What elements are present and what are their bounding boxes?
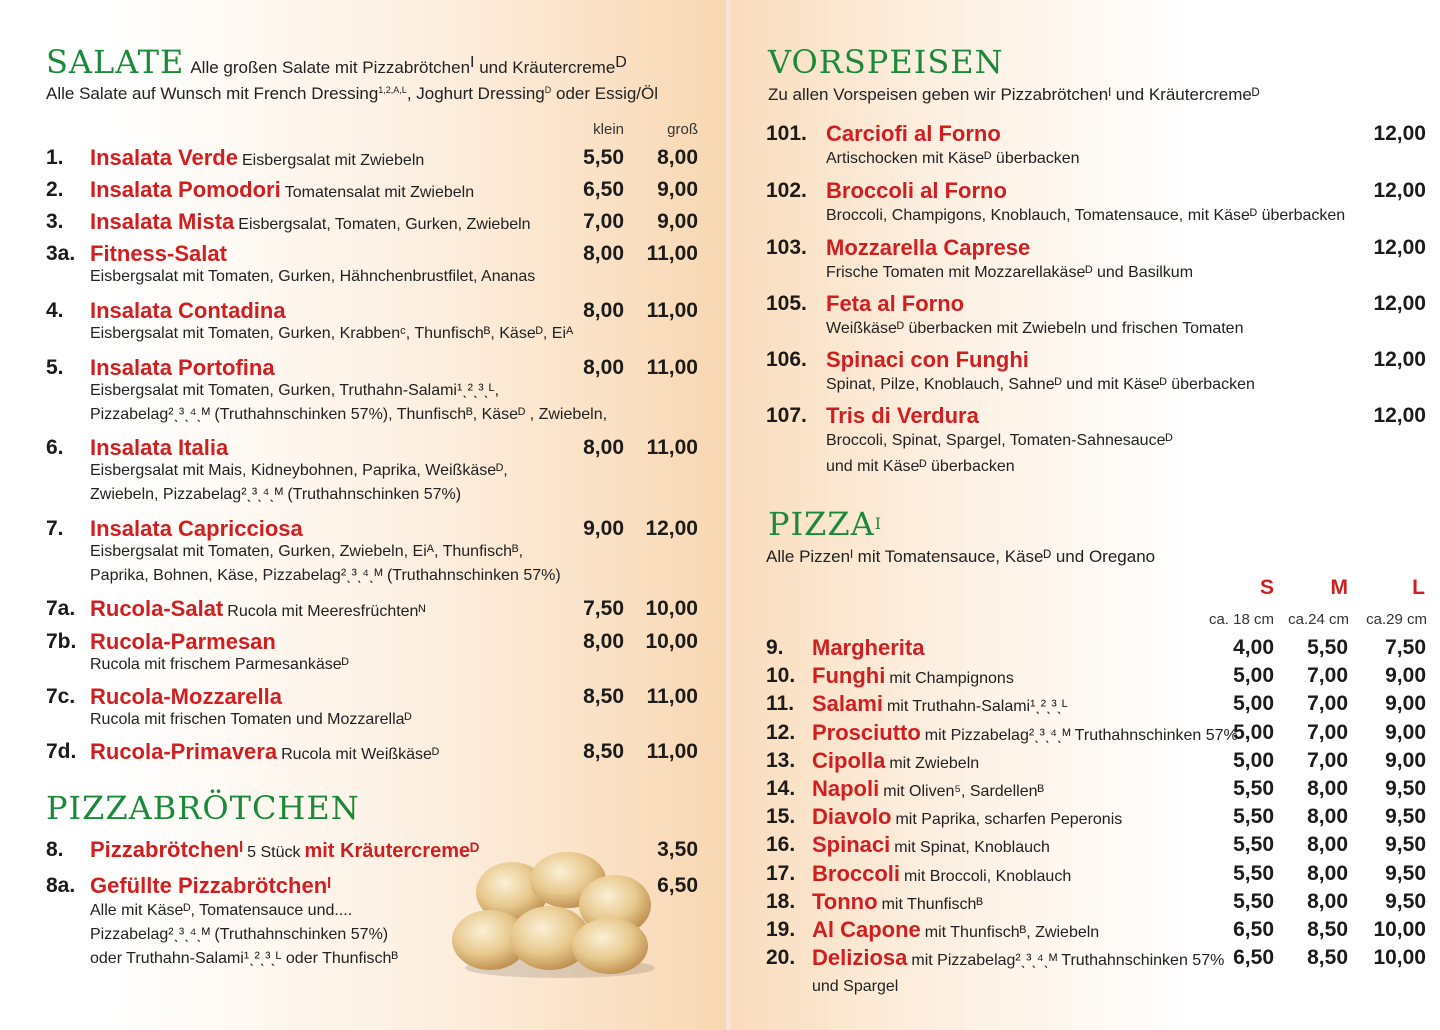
item-number: 102. xyxy=(766,179,807,202)
item-desc: Alle mit Käseᴰ, Tomatensauce und.... xyxy=(90,902,353,919)
pizza-title: $PIZZA^I$ xyxy=(768,505,883,543)
item-name: Rucola-Primavera xyxy=(90,739,278,764)
price-l: 10,00 xyxy=(1373,918,1426,941)
item-name: Feta al Forno xyxy=(826,291,965,316)
item-name: Rucola-Mozzarella xyxy=(90,684,282,709)
item-inline-desc: Rucola mit Meeresfrüchtenᴺ xyxy=(227,603,426,620)
salate-note: Alle großen Salate mit Pizzabrötchen$^I$ und Kräutercreme$^D$ xyxy=(190,54,627,77)
price: 12,00 xyxy=(1373,236,1426,259)
item-name: Insalata Portofina xyxy=(90,355,275,380)
item-number: 2. xyxy=(46,178,64,201)
item-inline-desc: mit Truthahn-Salami¹ˎ²ˎ³ˎᴸ xyxy=(886,698,1068,715)
item-name: Margherita xyxy=(812,635,925,660)
item-inline-desc: Rucola mit Weißkäseᴰ xyxy=(281,746,440,763)
item-number: 7. xyxy=(46,517,64,540)
item-desc: Eisbergsalat mit Tomaten, Gurken, Truthahn-Salami¹ˎ²ˎ³ˎᴸ, xyxy=(90,382,500,399)
price-small: 8,00 xyxy=(583,630,624,653)
price-m: 8,50 xyxy=(1307,946,1348,969)
item-inline-desc: Eisbergsalat, Tomaten, Gurken, Zwiebeln xyxy=(238,216,531,233)
salate-dressing-note: Alle Salate auf Wunsch mit French Dressing$^{1,2,A,L}$, Joghurt Dressing$^D$ oder Essig/Öl xyxy=(46,84,659,103)
item-inline-red: mit Kräutercremeᴰ xyxy=(304,840,480,862)
price-small: 7,50 xyxy=(583,597,624,620)
item-desc: Eisbergsalat mit Tomaten, Gurken, Krabbenᶜ, Thunfischᴮ, Käseᴰ, Eiᴬ xyxy=(90,325,574,342)
item-name: Cipolla xyxy=(812,748,886,773)
price-s: 5,00 xyxy=(1233,664,1274,687)
price-l: 9,00 xyxy=(1385,664,1426,687)
pizza-item xyxy=(766,774,1428,804)
price-m: 7,00 xyxy=(1307,721,1348,744)
pizza-20-desc-cont: und Spargel xyxy=(812,978,899,995)
item-number: 6. xyxy=(46,436,64,459)
salad-item xyxy=(46,682,706,728)
price-s: 5,00 xyxy=(1233,721,1274,744)
item-number: 14. xyxy=(766,777,796,800)
item-number: 3a. xyxy=(46,242,76,265)
item-title-line xyxy=(90,175,474,208)
item-title-line xyxy=(90,207,531,240)
item-name: Pizzabrötchenᴵ xyxy=(90,837,244,862)
item-number: 103. xyxy=(766,236,807,259)
item-inline-desc: mit Thunfischᴮ xyxy=(881,896,984,913)
item-title-line xyxy=(90,594,425,627)
price-small: 5,50 xyxy=(583,146,624,169)
price: 12,00 xyxy=(1373,292,1426,315)
price-m: 8,00 xyxy=(1307,777,1348,800)
size-header-l: L xyxy=(1412,576,1425,599)
salad-item xyxy=(46,627,706,673)
right-page xyxy=(730,0,1440,1030)
item-name: Gefüllte Pizzabrötchenᴵ xyxy=(90,873,332,898)
price-small: 8,00 xyxy=(583,242,624,265)
pizza-item xyxy=(766,915,1428,945)
price-large: 11,00 xyxy=(646,685,698,708)
item-title-line xyxy=(90,835,479,868)
salad-item xyxy=(46,239,706,285)
price-large: 11,00 xyxy=(646,356,698,379)
item-inline-desc: mit Pizzabelag²ˎ³ˎ⁴ˎᴹ Truthahnschinken 57% xyxy=(911,952,1225,969)
salad-item xyxy=(46,514,706,584)
salate-title: SALATE Alle großen Salate mit Pizzabrötchen$^I$ und Kräutercreme$^D$ xyxy=(46,43,627,81)
item-desc: Weißkäseᴰ überbacken mit Zwiebeln und frischen Tomaten xyxy=(826,320,1244,337)
item-desc: Paprika, Bohnen, Käse, Pizzabelag²ˎ³ˎ⁴ˎᴹ (Truthahnschinken 57%) xyxy=(90,567,561,584)
salad-item xyxy=(46,594,706,624)
price-l: 9,00 xyxy=(1385,692,1426,715)
vorspeise-item xyxy=(766,345,1426,393)
item-number: 107. xyxy=(766,404,807,427)
item-number: 13. xyxy=(766,749,796,772)
price-large: 11,00 xyxy=(646,242,698,265)
price-small: 9,00 xyxy=(583,517,624,540)
col-header-small: klein xyxy=(593,121,624,138)
salad-item xyxy=(46,296,706,342)
price-l: 9,50 xyxy=(1385,833,1426,856)
price-small: 8,50 xyxy=(583,685,624,708)
pizza-item xyxy=(766,718,1428,748)
item-inline-desc: mit Broccoli, Knoblauch xyxy=(904,868,1072,885)
item-inline-desc: mit Spinat, Knoblauch xyxy=(894,839,1050,856)
price-s: 5,00 xyxy=(1233,749,1274,772)
price-s: 5,50 xyxy=(1233,777,1274,800)
price-large: 8,00 xyxy=(657,146,698,169)
price-s: 6,50 xyxy=(1233,946,1274,969)
price-s: 5,50 xyxy=(1233,833,1274,856)
item-name: Broccoli xyxy=(812,861,901,886)
pizza-item xyxy=(766,830,1428,860)
item-inline-desc: mit Champignons xyxy=(889,670,1014,687)
salad-item xyxy=(46,207,706,237)
item-name: Prosciutto xyxy=(812,720,921,745)
salad-item xyxy=(46,737,706,767)
item-inline-desc: Tomatensalat mit Zwiebeln xyxy=(284,184,475,201)
item-name: Fitness-Salat xyxy=(90,241,227,266)
pizzabroetchen-title: PIZZABRÖTCHEN xyxy=(46,789,360,827)
item-number: 4. xyxy=(46,299,64,322)
item-name: Insalata Contadina xyxy=(90,298,286,323)
pizza-item xyxy=(766,802,1428,832)
item-desc: Eisbergsalat mit Tomaten, Gurken, Hähnchenbrustfilet, Ananas xyxy=(90,268,536,285)
item-number: 101. xyxy=(766,122,807,145)
price-large: 10,00 xyxy=(645,630,698,653)
item-desc: Rucola mit frischem Parmesankäseᴰ xyxy=(90,656,349,673)
diameter-s: ca. 18 cm xyxy=(1208,611,1274,628)
pizza-item xyxy=(766,943,1428,973)
item-desc: Frische Tomaten mit Mozzarellakäseᴰ und Basilkum xyxy=(826,264,1194,281)
item-title-line xyxy=(90,143,424,176)
price: 3,50 xyxy=(657,838,698,861)
item-name: Tonno xyxy=(812,889,878,914)
price-small: 8,00 xyxy=(583,299,624,322)
price-l: 9,50 xyxy=(1385,805,1426,828)
item-number: 18. xyxy=(766,890,796,913)
col-header-large: groß xyxy=(667,121,698,138)
item-desc: Broccoli, Spinat, Spargel, Tomaten-Sahnesauceᴰ xyxy=(826,432,1173,449)
item-number: 3. xyxy=(46,210,64,233)
price-small: 7,00 xyxy=(583,210,624,233)
item-number: 8a. xyxy=(46,874,76,897)
price-large: 11,00 xyxy=(646,299,698,322)
price-l: 9,00 xyxy=(1385,721,1426,744)
item-name: Napoli xyxy=(812,776,880,801)
size-header-m: M xyxy=(1330,576,1348,599)
item-name: Insalata Pomodori xyxy=(90,177,281,202)
price-m: 7,00 xyxy=(1307,692,1348,715)
salad-item xyxy=(46,143,706,173)
item-number: 1. xyxy=(46,146,64,169)
price-s: 4,00 xyxy=(1233,636,1274,659)
price-m: 7,00 xyxy=(1307,664,1348,687)
price: 12,00 xyxy=(1373,122,1426,145)
price-large: 9,00 xyxy=(657,178,698,201)
vorspeisen-title: VORSPEISEN xyxy=(768,43,1004,81)
item-number: 7c. xyxy=(46,685,76,708)
item-inline-desc: mit Zwiebeln xyxy=(889,755,980,772)
item-number: 20. xyxy=(766,946,796,969)
price-m: 7,00 xyxy=(1307,749,1348,772)
item-number: 7a. xyxy=(46,597,76,620)
price: 12,00 xyxy=(1373,179,1426,202)
price-l: 9,00 xyxy=(1385,749,1426,772)
item-number: 7b. xyxy=(46,630,77,653)
item-name: Rucola-Salat xyxy=(90,596,224,621)
item-name: Rucola-Parmesan xyxy=(90,629,276,654)
item-name: Carciofi al Forno xyxy=(826,121,1001,146)
vorspeise-item xyxy=(766,289,1426,337)
price: 12,00 xyxy=(1373,348,1426,371)
price-large: 11,00 xyxy=(646,740,698,763)
price-s: 6,50 xyxy=(1233,918,1274,941)
item-name: Insalata Verde xyxy=(90,145,238,170)
item-desc: Pizzabelag²ˎ³ˎ⁴ˎᴹ (Truthahnschinken 57%) xyxy=(90,926,389,943)
vorspeise-item xyxy=(766,119,1426,167)
price-s: 5,00 xyxy=(1233,692,1274,715)
item-number: 5. xyxy=(46,356,64,379)
item-number: 17. xyxy=(766,862,796,885)
item-inline-desc: 5 Stück xyxy=(247,844,301,861)
pizza-item xyxy=(766,859,1428,889)
price-m: 8,00 xyxy=(1307,833,1348,856)
diameter-m: ca.24 cm xyxy=(1288,611,1349,628)
price-m: 8,00 xyxy=(1307,890,1348,913)
item-number: 7d. xyxy=(46,740,77,763)
item-inline-desc: mit Pizzabelag²ˎ³ˎ⁴ˎᴹ Truthahnschinken 57% xyxy=(924,727,1238,744)
size-header-s: S xyxy=(1259,576,1274,599)
vorspeise-item xyxy=(766,233,1426,281)
item-name: Mozzarella Caprese xyxy=(826,235,1031,260)
item-desc: Pizzabelag²ˎ³ˎ⁴ˎᴹ (Truthahnschinken 57%), Thunfischᴮ, Käseᴰ , Zwiebeln, xyxy=(90,406,608,423)
item-number: 11. xyxy=(766,692,795,715)
price-s: 5,50 xyxy=(1233,805,1274,828)
item-name: Diavolo xyxy=(812,804,892,829)
vorspeisen-note: Zu allen Vorspeisen geben wir Pizzabrötchenᴵ und Kräutercremeᴰ xyxy=(768,85,1260,104)
price-s: 5,50 xyxy=(1233,890,1274,913)
item-title-line xyxy=(90,737,439,770)
item-number: 10. xyxy=(766,664,796,687)
price-large: 10,00 xyxy=(645,597,698,620)
item-desc: Artischocken mit Käseᴰ überbacken xyxy=(826,150,1080,167)
item-number: 106. xyxy=(766,348,807,371)
item-inline-desc: Eisbergsalat mit Zwiebeln xyxy=(241,152,425,169)
price-large: 11,00 xyxy=(646,436,698,459)
item-number: 9. xyxy=(766,636,784,659)
item-name: Spinaci con Funghi xyxy=(826,347,1029,372)
item-name: Insalata Italia xyxy=(90,435,229,460)
vorspeise-item xyxy=(766,176,1426,224)
item-number: 105. xyxy=(766,292,807,315)
item-desc: Eisbergsalat mit Tomaten, Gurken, Zwiebeln, Eiᴬ, Thunfischᴮ, xyxy=(90,543,524,560)
pizza-note: Alle Pizzenᴵ mit Tomatensauce, Käseᴰ und Oregano xyxy=(766,547,1156,566)
price: 6,50 xyxy=(657,874,698,897)
salad-item xyxy=(46,175,706,205)
item-name: Insalata Mista xyxy=(90,209,235,234)
price-small: 8,00 xyxy=(583,356,624,379)
item-inline-desc: mit Thunfischᴮ, Zwiebeln xyxy=(924,924,1100,941)
price-m: 8,00 xyxy=(1307,805,1348,828)
price-small: 8,50 xyxy=(583,740,624,763)
price-s: 5,50 xyxy=(1233,862,1274,885)
item-name: Broccoli al Forno xyxy=(826,178,1007,203)
item-inline-desc: mit Oliven⁵, Sardellenᴮ xyxy=(883,783,1045,800)
item-desc: Eisbergsalat mit Mais, Kidneybohnen, Paprika, Weißkäseᴰ, xyxy=(90,462,508,479)
item-name: Deliziosa xyxy=(812,945,908,970)
price-small: 6,50 xyxy=(583,178,624,201)
price-m: 5,50 xyxy=(1307,636,1348,659)
price-l: 10,00 xyxy=(1373,946,1426,969)
item-number: 12. xyxy=(766,721,796,744)
price-small: 8,00 xyxy=(583,436,624,459)
price: 12,00 xyxy=(1373,404,1426,427)
item-name: Funghi xyxy=(812,663,886,688)
price-l: 9,50 xyxy=(1385,777,1426,800)
pizza-rolls-image xyxy=(450,850,660,980)
item-inline-desc: mit Paprika, scharfen Peperonis xyxy=(895,811,1123,828)
price-large: 12,00 xyxy=(645,517,698,540)
item-name: Insalata Capricciosa xyxy=(90,516,303,541)
item-name: Salami xyxy=(812,691,883,716)
item-desc: Zwiebeln, Pizzabelag²ˎ³ˎ⁴ˎᴹ (Truthahnschinken 57%) xyxy=(90,486,462,503)
pizza-item xyxy=(766,689,1428,719)
item-number: 15. xyxy=(766,805,796,828)
price-l: 9,50 xyxy=(1385,890,1426,913)
price-l: 9,50 xyxy=(1385,862,1426,885)
item-desc: Broccoli, Champigons, Knoblauch, Tomatensauce, mit Käseᴰ überbacken xyxy=(826,207,1346,224)
vorspeise-item xyxy=(766,401,1426,475)
salad-item xyxy=(46,353,706,423)
price-large: 9,00 xyxy=(657,210,698,233)
item-name: Tris di Verdura xyxy=(826,403,979,428)
price-l: 7,50 xyxy=(1385,636,1426,659)
item-number: 19. xyxy=(766,918,796,941)
item-title-line xyxy=(812,943,1224,976)
item-name: Al Capone xyxy=(812,917,921,942)
salad-item xyxy=(46,433,706,503)
item-number: 8. xyxy=(46,838,64,861)
item-desc: oder Truthahn-Salami¹ˎ²ˎ³ˎᴸ oder Thunfischᴮ xyxy=(90,950,399,967)
item-desc: und mit Käseᴰ überbacken xyxy=(826,458,1015,475)
pizza-item xyxy=(766,661,1428,691)
item-number: 16. xyxy=(766,833,796,856)
price-m: 8,00 xyxy=(1307,862,1348,885)
pizza-item xyxy=(766,746,1428,776)
item-desc: Rucola mit frischen Tomaten und Mozzarellaᴰ xyxy=(90,711,412,728)
item-name: Spinaci xyxy=(812,832,891,857)
pizza-item xyxy=(766,887,1428,917)
diameter-l: ca.29 cm xyxy=(1366,611,1427,628)
pizza-item xyxy=(766,633,1428,663)
price-m: 8,50 xyxy=(1307,918,1348,941)
item-desc: Spinat, Pilze, Knoblauch, Sahneᴰ und mit Käseᴰ überbacken xyxy=(826,376,1255,393)
